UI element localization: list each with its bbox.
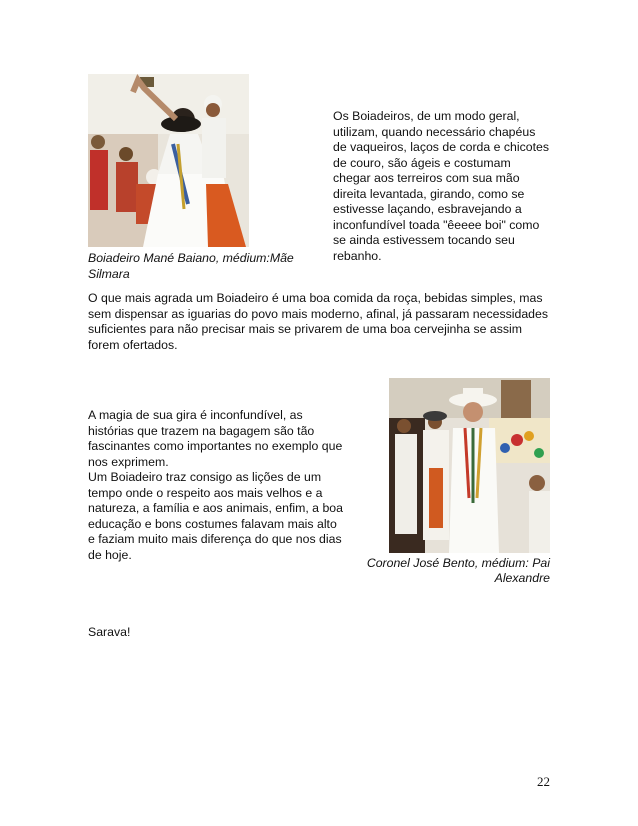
closing-text: Sarava!	[88, 625, 131, 639]
intro-paragraph: Os Boiadeiros, de um modo geral, utilizam, quando necessário chapéus de vaqueiros, laços de corda e chicotes de couro, são ágeis e costumam chegar aos terreiros com sua mão direita levantada, girando, como se estivesse laçando, esbravejando a inconfundível toada "êeeee boi" como se ainda estivessem tocando seu rebanho.	[333, 109, 550, 263]
magic-paragraph: A magia de sua gira é inconfundível, as histórias que trazem na bagagem são tão fascinantes como importantes no exemplo que nos exprimem.	[88, 408, 343, 469]
photo-coronel-jose-bento	[389, 378, 550, 553]
photo2-caption-line1: Coronel José Bento, médium: Pai	[366, 556, 550, 570]
food-paragraph: O que mais agrada um Boiadeiro é uma boa comida da roça, bebidas simples, mas sem dispensar as iguarias do povo mais moderno, afinal, já passaram necessidades suficientes para não precisar mais se privarem de uma boa cervejinha se assim forem ofertados.	[88, 291, 549, 352]
photo-illustration	[389, 378, 550, 553]
photo2-caption-line2: Alexandre	[494, 571, 550, 585]
photo-boiadeiro-mane-baiano	[88, 74, 249, 247]
page-number: 22	[537, 774, 550, 789]
photo-illustration	[88, 74, 249, 247]
photo1-caption: Boiadeiro Mané Baiano, médium:Mãe Silmara	[88, 251, 294, 281]
lessons-paragraph: Um Boiadeiro traz consigo as lições de um tempo onde o respeito aos mais velhos e a natureza, a família e aos animais, enfim, a boa educação e bons costumes falavam mais alto e faziam muito mais diferença do que nos dias de hoje.	[88, 470, 343, 562]
